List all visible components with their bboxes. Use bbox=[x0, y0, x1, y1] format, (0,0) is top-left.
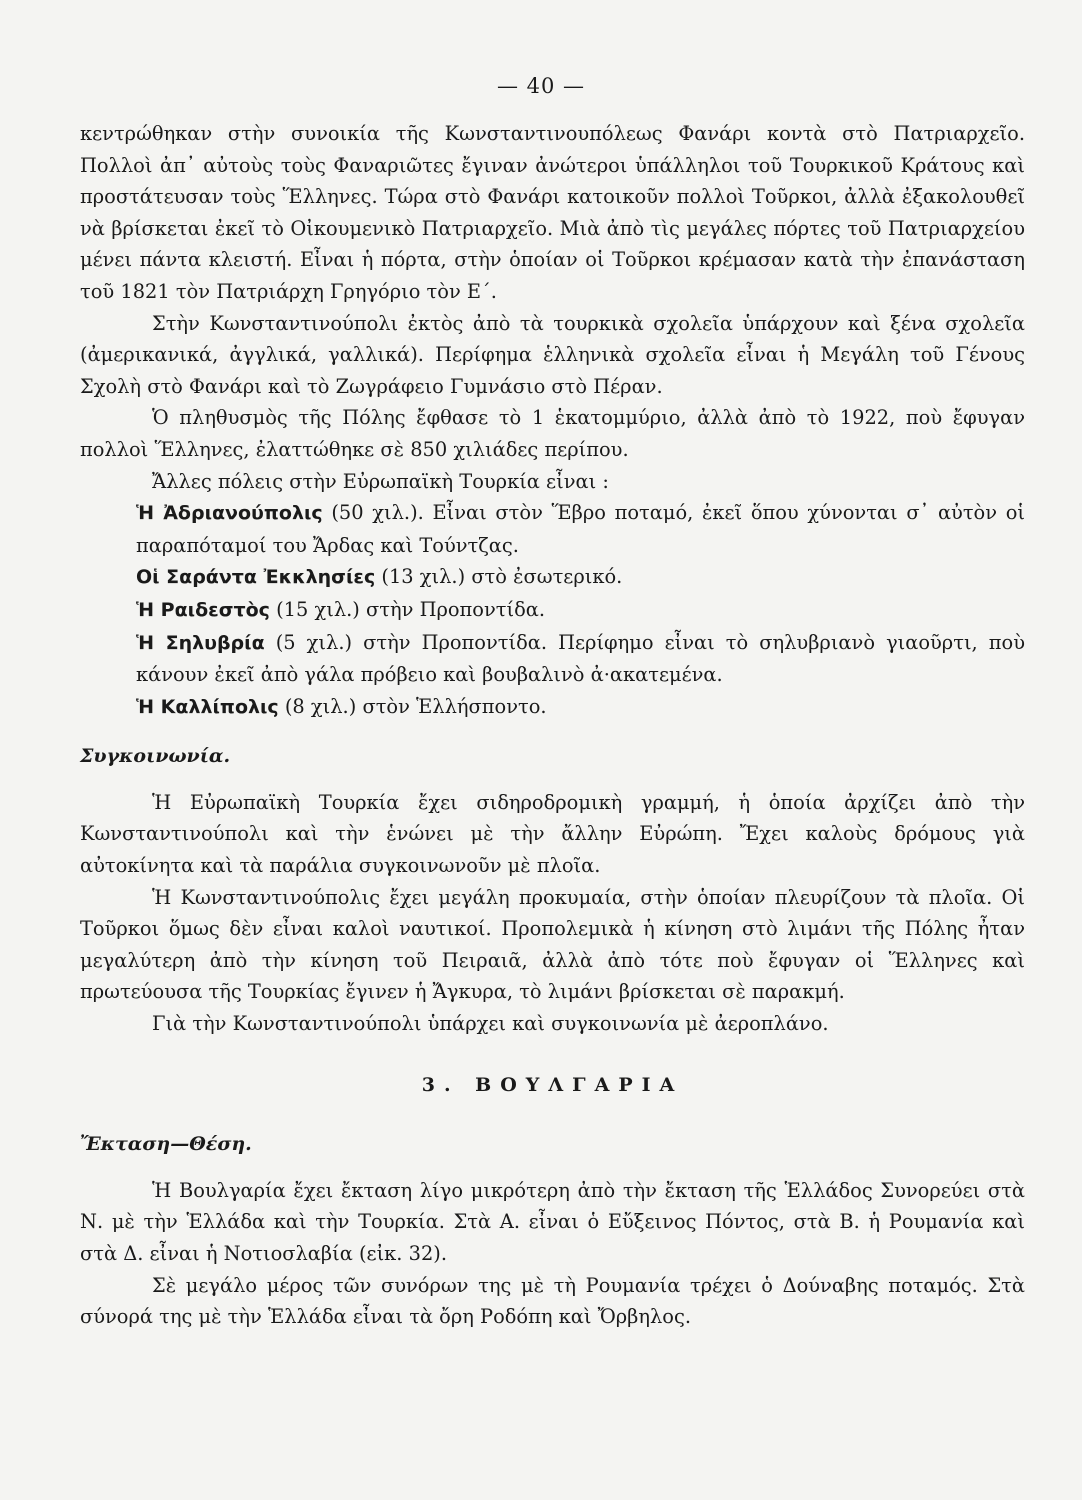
page-body bbox=[80, 118, 1025, 1333]
page-number: — 40 — bbox=[496, 74, 586, 98]
paragraph-airplane: Γιὰ τὴν Κωνσταντινούπολι ὑπάρχει καὶ συγκοινωνία μὲ ἀεροπλάνο. bbox=[152, 1012, 829, 1036]
city-name: Ἡ Καλλίπολις bbox=[136, 695, 279, 718]
city-kallipolis bbox=[80, 691, 1025, 724]
paragraph-railway: Ἡ Εὐρωπαϊκὴ Τουρκία ἔχει σιδηροδρομικὴ γραμμή, ἡ ὁποία ἀρχίζει ἀπὸ τὴν Κωνσταντινούπολι καὶ τὴν ἑνώνει μὲ τὴν ἄλλην Εὐρώπη. Ἔχει καλοὺς δρόμους γιὰ αὐτοκίνητα καὶ τὰ παράλια συγκοινωνοῦν μὲ πλοῖα. bbox=[80, 790, 1025, 878]
city-silyvria bbox=[80, 627, 1025, 691]
chapter-title: 3. ΒΟΥΛΓΑΡΙΑ bbox=[421, 1073, 684, 1096]
section-heading-extent: Ἔκταση—Θέση. bbox=[80, 1133, 252, 1156]
city-description: (50 χιλ.). Εἶναι στὸν Ἕβρο ποταμό, ἐκεῖ ὅπου χύνονται σ᾿ αὐτὸν οἱ παραπόταμοί του Ἄρδας καὶ Τούντζας. bbox=[136, 501, 1025, 557]
city-name: Οἱ Σαράντα Ἐκκλησίες bbox=[136, 566, 376, 589]
paragraph-population: Ὁ πληθυσμὸς τῆς Πόλης ἔφθασε τὸ 1 ἑκατομμύριο, ἀλλὰ ἀπὸ τὸ 1922, ποὺ ἔφυγαν πολλοὶ Ἕλληνες, ἐλαττώθηκε σὲ 850 χιλιάδες περίπου. bbox=[80, 406, 1025, 461]
paragraph-schools: Στὴν Κωνσταντινούπολι ἐκτὸς ἀπὸ τὰ τουρκικὰ σχολεῖα ὑπάρχουν καὶ ξένα σχολεῖα (ἀμερικανικά, ἀγγλικά, γαλλικά). Περίφημα ἑλληνικὰ σχολεῖα εἶναι ἡ Μεγάλη τοῦ Γένους Σχολὴ στὸ Φανάρι καὶ τὸ Ζωγράφειο Γυμνάσιο στὸ Πέραν. bbox=[80, 311, 1025, 398]
section-heading-communication: Συγκοινωνία. bbox=[80, 745, 231, 768]
paragraph-patriarchate: κεντρώθηκαν στὴν συνοικία τῆς Κωνσταντινουπόλεως Φανάρι κοντὰ στὸ Πατριαρχεῖο. Πολλοὶ ἀπ᾿ αὐτοὺς τοὺς Φαναριῶτες ἔγιναν ἀνώτεροι ὑπάλληλοι τοῦ Τουρκικοῦ Κράτους καὶ προστάτευσαν τοὺς Ἕλληνες. Τώρα στὸ Φανάρι κατοικοῦν πολλοὶ Τοῦρκοι, ἀλλὰ ἐξακολουθεῖ νὰ βρίσκεται ἐκεῖ τὸ Οἰκουμενικὸ Πατριαρχεῖο. Μιὰ ἀπὸ τὶς μεγάλες πόρτες τοῦ Πατριαρχείου μένει πάντα κλειστή. Εἶναι ἡ πόρτα, στὴν ὁποίαν οἱ Τοῦρκοι κρέμασαν κατὰ τὴν ἐπανάσταση τοῦ 1821 τὸν Πατριάρχη Γρηγόριο τὸν Ε΄. bbox=[80, 122, 1025, 303]
city-description: (15 χιλ.) στὴν Προποντίδα. bbox=[269, 597, 546, 621]
paragraph-port: Ἡ Κωνσταντινούπολις ἔχει μεγάλη προκυμαία, στὴν ὁποίαν πλευρίζουν τὰ πλοῖα. Οἱ Τοῦρκοι ὅμως δὲν εἶναι καλοὶ ναυτικοί. Προπολεμικὰ ἡ κίνηση στὸ λιμάνι τῆς Πόλης ἦταν μεγαλύτερη ἀπὸ τὴν κίνηση τοῦ Πειραιᾶ, ἀλλὰ ἀπὸ τότε ποὺ ἔφυγαν οἱ Ἕλληνες καὶ πρωτεύουσα τῆς Τουρκίας ἔγινεν ἡ Ἄγκυρα, τὸ λιμάνι βρίσκεται σὲ παρακμή. bbox=[80, 885, 1025, 1004]
paragraph-other-cities: Ἄλλες πόλεις στὴν Εὐρωπαϊκὴ Τουρκία εἶναι : bbox=[152, 469, 609, 493]
city-saranta-ekklisies bbox=[80, 561, 1025, 594]
city-description: (8 χιλ.) στὸν Ἑλλήσποντο. bbox=[278, 694, 547, 718]
city-name: Ἡ Ραιδεστὸς bbox=[136, 598, 270, 621]
city-description: (5 χιλ.) στὴν Προποντίδα. Περίφημο εἶναι τὸ σηλυβριανὸ γιαοῦρτι, ποὺ κάνουν ἐκεῖ ἀπὸ γάλα πρόβειο καὶ βουβαλινὸ ἀ·ακατεμένα. bbox=[136, 630, 1025, 687]
city-raidestos bbox=[80, 594, 1025, 627]
city-name: Ἡ Ἀδριανούπολις bbox=[136, 502, 323, 525]
paragraph-borders: Ἡ Βουλγαρία ἔχει ἔκταση λίγο μικρότερη ἀπὸ τὴν ἔκταση τῆς Ἑλλάδος Συνορεύει στὰ Ν. μὲ τὴν Ἑλλάδα καὶ τὴν Τουρκία. Στὰ Α. εἶναι ὁ Εὔξεινος Πόντος, στὰ Β. ἡ Ρουμανία καὶ στὰ Δ. εἶναι ἡ Νοτιοσλαβία (εἰκ. 32). bbox=[80, 1178, 1025, 1265]
city-name: Ἡ Σηλυβρία bbox=[136, 631, 265, 654]
paragraph-danube: Σὲ μεγάλο μέρος τῶν συνόρων της μὲ τὴ Ρουμανία τρέχει ὁ Δούναβης ποταμός. Στὰ σύνορά της μὲ τὴν Ἑλλάδα εἶναι τὰ ὄρη Ροδόπη καὶ Ὄρβηλος. bbox=[80, 1273, 1025, 1329]
city-description: (13 χιλ.) στὸ ἐσωτερικό. bbox=[375, 565, 623, 589]
city-adrianople bbox=[80, 497, 1025, 561]
